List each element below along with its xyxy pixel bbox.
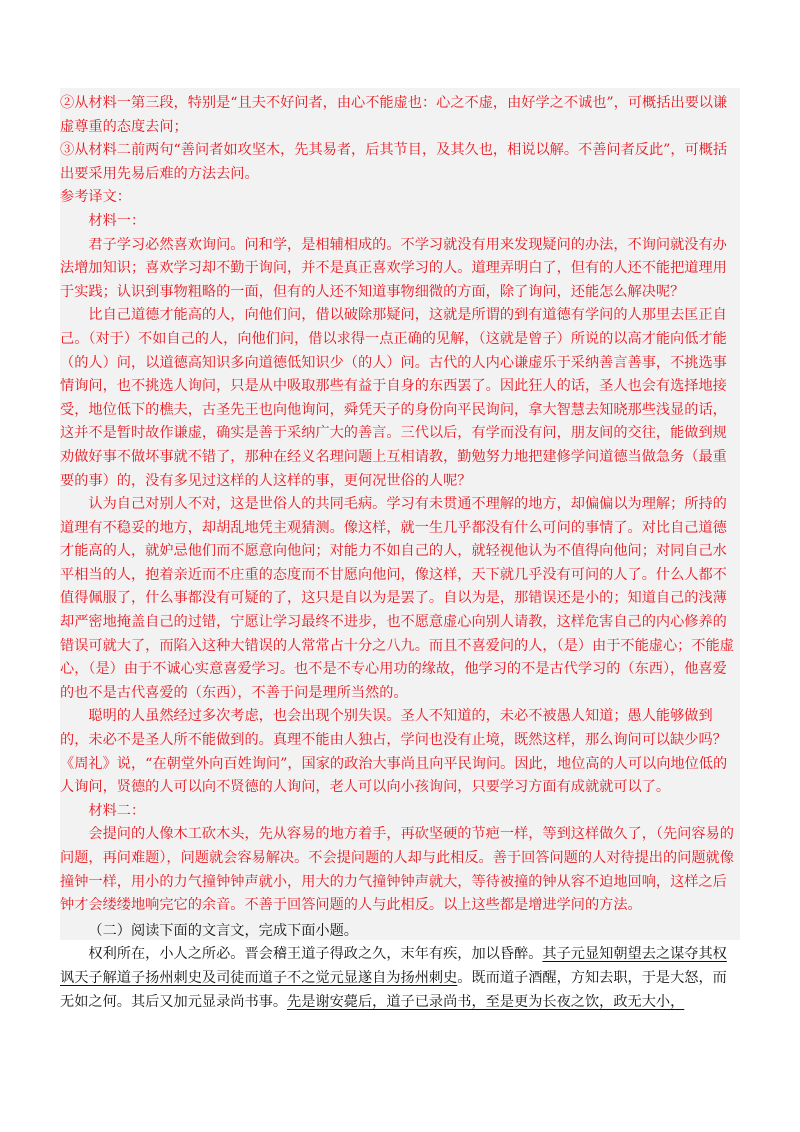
- material1-paragraph-4: 聪明的人虽然经过多次考虑，也会出现个别失误。圣人不知道的，未必不被愚人知道；愚人能够做到的，未必不是圣人所不能做到的。真理不能由人独占，学问也没有止境，既然这样，那么询问可以缺少吗？《周礼》说，“在朝堂外向百姓询问”，国家的政治大事尚且向平民询问。因此，地位高的人可以向地位低的人询问，贤德的人可以向不贤德的人询问，老人可以向小孩询问，只要学习方面有成就就可以了。: [60, 708, 728, 796]
- underlined-sentence-1: 其子元显知朝望去之谋夺其权讽天子解道子扬州刺史及司徒而道子不之觉元显遂自为扬州刺史: [60, 946, 727, 986]
- material1-paragraph-2: 比自己道德才能高的人，向他们问，借以破除那疑问，这就是所谓的到有道德有学问的人那里去匡正自己。（对于）不如自己的人，向他们问，借以求得一点正确的见解，（这就是曾子）所说的以高才能向低才能（的人）问，以道德高知识多向道德低知识少（的人）问。古代的人内心谦虚乐于采纳善言善事，不挑选事情询问，也不挑选人询问，只是从中吸取那些有益于自身的东西罢了。因此狂人的话，圣人也会有选择地接受，地位低下的樵夫，古圣先王也向他询问，舜凭天子的身份向平民询问，拿大智慧去知晓那些浅显的话，这并不是暂时故作谦虚，确实是善于采纳广大的善言。三代以后，有学而没有问，朋友间的交往，能做到规劝做好事不做坏事就不错了，那种在经义名理问题上互相请教，勤勉努力地把建修学问道德当做急务（最重要的事）的，没有多见过这样的人这样的事，更何况世俗的人呢？: [60, 307, 727, 489]
- passage-middle: 。既而道子酒醒，方知去职，于是大怒，而无如之何。其后又加元显录尚书事。: [60, 969, 727, 1010]
- material2-label: 材料二：: [88, 802, 146, 819]
- material1-paragraph-3: 认为自己对别人不对，这是世俗人的共同毛病。学习有未贯通不理解的地方，却偏偏以为理解；所持的道理有不稳妥的地方，却胡乱地凭主观猜测。像这样，就一生几乎都没有什么可问的事情了。对比自己道德才能高的人，就妒忌他们而不愿意向他问；对能力不如自己的人，就轻视他认为不值得向他问；对同自己水平相当的人，抱着亲近而不庄重的态度而不甘愿向他问，像这样，天下就几乎没有可问的人了。什么人都不值得佩服了，什么事都没有可疑的了，这只是自以为是罢了。自以为是，那错误还是小的；知道自己的浅薄却严密地掩盖自己的过错，宁愿让学习最终不进步，也不愿意虚心向别人请教，这样危害自己的内心修养的错误可就大了，而陷入这种大错误的人常常占十分之八九。而且不喜爱问的人，（是）由于不能虚心；不能虚心，（是）由于不诚心实意喜爱学习。也不是不专心用功的缘故，他学习的不是古代学习的（东西），他喜爱的也不是古代喜爱的（东西），不善于问是理所当然的。: [60, 496, 734, 701]
- underlined-sentence-2: 先是谢安薨后，道子已录尚书，至是更为长夜之饮，政无大小，: [287, 993, 685, 1010]
- section2-title: （二）阅读下面的文言文，完成下面小题。: [88, 922, 358, 939]
- material1-label: 材料一：: [88, 212, 146, 229]
- classical-passage: [60, 943, 740, 1014]
- translation-heading: 参考译文：: [60, 189, 131, 206]
- document-content: [60, 92, 740, 1014]
- answer-point-2: ②从材料一第三段，特别是“且夫不好问者，由心不能虚也：心之不虚，由好学之不诚也”，可概括出要以谦虚尊重的态度去问；: [60, 95, 728, 135]
- material1-paragraph-1: 君子学习必然喜欢询问。问和学，是相辅相成的。不学习就没有用来发现疑问的办法，不询问就没有办法增加知识；喜欢学习却不勤于询问，并不是真正喜欢学习的人。道理弄明白了，但有的人还不能把道理用于实践；认识到事物粗略的一面，但有的人还不知道事物细微的方面，除了询问，还能怎么解决呢？: [60, 236, 727, 300]
- material2-paragraph-1: 会提问的人像木工砍木头，先从容易的地方着手，再砍坚硬的节疤一样，等到这样做久了，（先问容易的问题，再问难题），问题就会容易解决。不会提问题的人却与此相反。善于回答问题的人对待提出的问题就像撞钟一样，用小的力气撞钟钟声就小，用大的力气撞钟钟声就大，等待被撞的钟从容不迫地回响，这样之后钟才会缕缕地响完它的余音。不善于回答问题的人与此相反。以上这些都是增进学问的方法。: [60, 826, 734, 914]
- passage-intro: 权利所在，小人之所必。晋会稽王道子得政之久，末年有疾，加以昏醉。: [88, 946, 543, 963]
- answer-point-3: ③从材料二前两句“善问者如攻坚木，先其易者，后其节目，及其久也，相说以解。不善问者反此”，可概括出要采用先易后难的方法去问。: [60, 142, 728, 182]
